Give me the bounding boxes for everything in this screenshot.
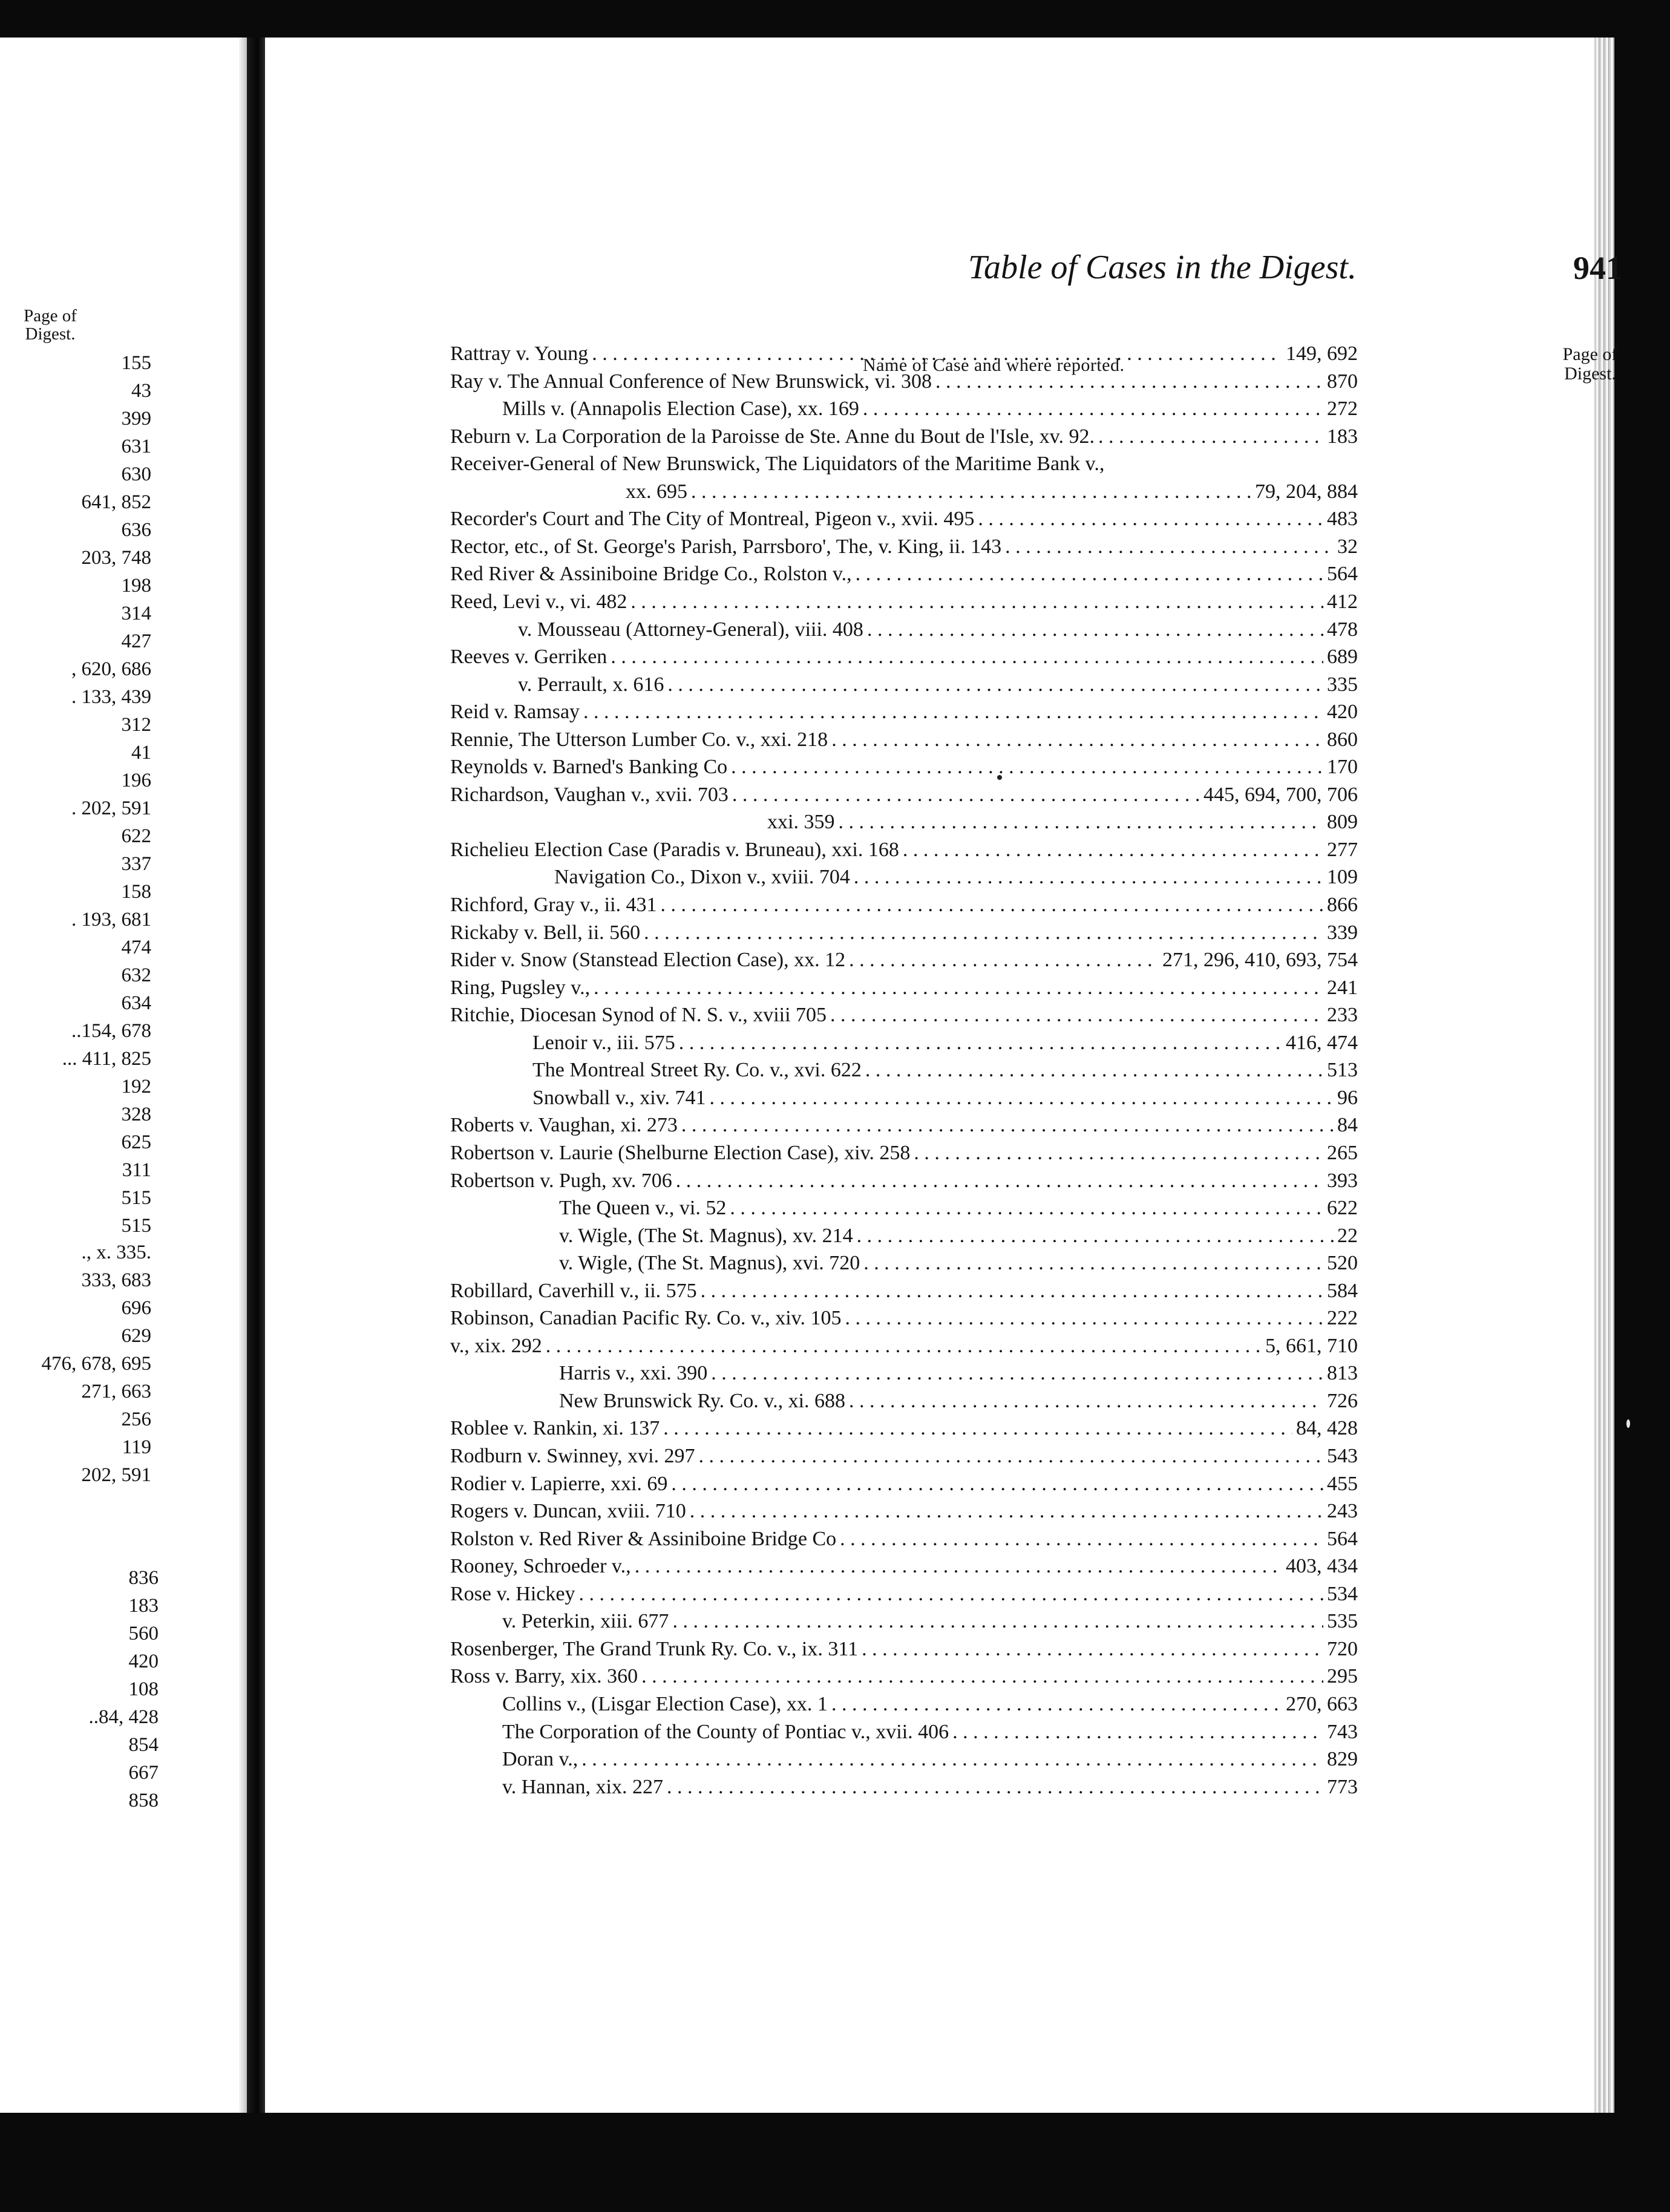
digest-page-ref: 32 (1337, 535, 1358, 558)
case-entry (450, 1168, 1358, 1194)
case-name: Rodier v. Lapierre, xxi. 69 (450, 1473, 668, 1495)
left-page-number: 43 (131, 380, 151, 402)
digest-page-ref: 84, 428 (1296, 1417, 1358, 1439)
dot-leader (711, 1360, 1323, 1387)
digest-page-ref: 271, 296, 410, 693, 754 (1162, 949, 1358, 971)
digest-page-ref: 416, 474 (1286, 1032, 1358, 1054)
case-name: v. Wigle, (The St. Magnus), xvi. 720 (559, 1252, 860, 1274)
dot-leader (845, 1305, 1323, 1332)
dot-leader (691, 479, 1251, 505)
dot-leader (935, 368, 1323, 395)
left-page-number: . 193, 681 (71, 909, 151, 931)
case-name: Reed, Levi v., vi. 482 (450, 591, 627, 613)
case-name: Receiver-General of New Brunswick, The Liquidators of the Maritime Bank v., (450, 453, 1105, 475)
digest-page-ref: 5, 661, 710 (1265, 1335, 1358, 1357)
scan-speck (1626, 1419, 1630, 1428)
case-name: Ray v. The Annual Conference of New Brunswick, vi. 308 (450, 370, 932, 393)
case-entry (450, 1112, 1358, 1139)
case-entry (559, 1223, 1358, 1249)
left-page-number: , 620, 686 (71, 658, 151, 680)
dot-leader (701, 1278, 1323, 1304)
left-page-number: 108 (128, 1678, 159, 1700)
case-entry (532, 1085, 1358, 1111)
case-entry (450, 424, 1358, 450)
dot-leader (546, 1333, 1262, 1360)
case-entry (532, 1030, 1358, 1056)
left-page (0, 38, 240, 2113)
dot-leader (731, 754, 1323, 780)
case-entry (450, 1415, 1358, 1442)
digest-page-ref: 689 (1327, 646, 1358, 668)
case-name: Reynolds v. Barned's Banking Co (450, 756, 728, 778)
digest-page-ref: 222 (1327, 1307, 1358, 1329)
case-name: New Brunswick Ry. Co. v., xi. 688 (559, 1390, 846, 1412)
dot-leader (594, 975, 1323, 1001)
digest-page-ref: 564 (1327, 1528, 1358, 1550)
dot-leader (952, 1719, 1323, 1746)
case-name: The Corporation of the County of Pontiac v., xvii. 406 (502, 1721, 949, 1743)
left-page-number: 314 (121, 603, 151, 624)
left-page-number: 202, 591 (81, 1464, 151, 1486)
dot-leader (903, 837, 1323, 863)
case-name: Roblee v. Rankin, xi. 137 (450, 1417, 660, 1439)
case-name: Collins v., (Lisgar Election Case), xx. 1 (502, 1693, 828, 1715)
case-entry (626, 479, 1358, 505)
case-entry (450, 1663, 1358, 1690)
case-name: Rodburn v. Swinney, xvi. 297 (450, 1445, 695, 1467)
case-name: Lenoir v., iii. 575 (532, 1032, 675, 1054)
case-name: Navigation Co., Dixon v., xviii. 704 (554, 866, 850, 888)
dot-leader (690, 1498, 1323, 1525)
case-name: Rose v. Hickey (450, 1583, 575, 1605)
digest-page-ref: 483 (1327, 508, 1358, 530)
left-page-number: 427 (121, 630, 151, 652)
dot-leader (830, 1002, 1323, 1029)
dot-leader (630, 589, 1323, 615)
dot-leader (661, 892, 1323, 918)
digest-page-ref: 535 (1327, 1610, 1358, 1632)
case-name: Roberts v. Vaughan, xi. 273 (450, 1114, 678, 1136)
case-entry (450, 1471, 1358, 1497)
case-entry (450, 341, 1358, 367)
dot-leader (863, 1250, 1323, 1277)
case-entry (559, 1360, 1358, 1387)
digest-page-ref: 403, 434 (1286, 1555, 1358, 1577)
dot-leader (671, 1471, 1323, 1497)
dot-leader (862, 1636, 1323, 1663)
left-page-number: 256 (121, 1409, 151, 1430)
dot-leader (831, 727, 1323, 753)
left-page-number: 854 (128, 1734, 159, 1756)
left-page-number: 196 (121, 770, 151, 791)
dot-leader (699, 1443, 1323, 1470)
case-entry (450, 589, 1358, 615)
left-page-number: 476, 678, 695 (41, 1353, 151, 1375)
case-entry (450, 506, 1358, 532)
case-entry (450, 1305, 1358, 1332)
digest-page-ref: 270, 663 (1286, 1693, 1358, 1715)
case-name: Richardson, Vaughan v., xvii. 703 (450, 784, 729, 806)
left-page-number: 203, 748 (81, 547, 151, 569)
case-name: Doran v., (502, 1748, 578, 1770)
dot-leader (914, 1140, 1323, 1167)
dot-leader (592, 341, 1282, 367)
case-name: v. Perrault, x. 616 (518, 673, 664, 696)
left-page-number: 312 (121, 714, 151, 736)
left-page-number: 155 (121, 352, 151, 374)
case-name: Rector, etc., of St. George's Parish, Parrsboro', The, v. King, ii. 143 (450, 535, 1002, 558)
case-name: Rogers v. Duncan, xviii. 710 (450, 1500, 686, 1522)
column-header-page: Page of Digest. (1562, 344, 1618, 384)
book-gutter (247, 38, 265, 2113)
dot-leader (1005, 534, 1334, 560)
dot-leader (854, 864, 1323, 891)
case-name: Robertson v. Laurie (Shelburne Election Case), xiv. 258 (450, 1142, 911, 1164)
left-page-number: 632 (121, 964, 151, 986)
case-entry (502, 396, 1358, 422)
dot-leader (578, 1581, 1323, 1608)
case-entry (450, 1526, 1358, 1553)
case-entry (450, 1498, 1358, 1525)
dot-leader (732, 782, 1200, 808)
digest-page-ref: 295 (1327, 1665, 1358, 1687)
digest-page-ref: 149, 692 (1286, 342, 1358, 365)
digest-page-ref: 866 (1327, 894, 1358, 916)
left-page-number: 515 (121, 1215, 151, 1237)
left-page-number: 198 (121, 575, 151, 597)
left-page-number: 630 (121, 463, 151, 485)
case-name: Ross v. Barry, xix. 360 (450, 1665, 638, 1687)
case-entry (450, 837, 1358, 863)
case-entry (450, 534, 1358, 560)
digest-page-ref: 513 (1327, 1059, 1358, 1081)
left-page-number: 474 (121, 937, 151, 958)
case-entry (518, 617, 1358, 643)
digest-page-ref: 96 (1337, 1087, 1358, 1109)
left-page-number: 192 (121, 1076, 151, 1098)
case-name: Rickaby v. Bell, ii. 560 (450, 921, 641, 944)
left-page-number: 311 (122, 1159, 151, 1181)
dot-leader (681, 1112, 1334, 1139)
digest-page-ref: 243 (1327, 1500, 1358, 1522)
digest-page-ref: 543 (1327, 1445, 1358, 1467)
case-name: Rolston v. Red River & Assiniboine Bridge Co (450, 1528, 837, 1550)
case-name: Richford, Gray v., ii. 431 (450, 894, 657, 916)
left-page-number: 119 (122, 1436, 151, 1458)
case-entry (450, 1333, 1358, 1360)
left-page-number: ..84, 428 (88, 1706, 159, 1728)
digest-page-ref: 277 (1327, 839, 1358, 861)
digest-page-ref: 79, 204, 884 (1255, 480, 1358, 503)
digest-page-ref: 564 (1327, 563, 1358, 585)
digest-page-ref: 520 (1327, 1252, 1358, 1274)
left-page-number: 696 (121, 1297, 151, 1319)
left-page-number: 625 (121, 1131, 151, 1153)
case-name: Robillard, Caverhill v., ii. 575 (450, 1280, 697, 1302)
left-page-number: 631 (121, 436, 151, 457)
case-entry (450, 451, 1358, 477)
case-entry (559, 1388, 1358, 1415)
dot-leader (667, 672, 1323, 698)
digest-page-ref: 393 (1327, 1170, 1358, 1192)
left-page-number: ... 411, 825 (62, 1048, 151, 1070)
case-entry (532, 1057, 1358, 1084)
dot-leader (867, 617, 1323, 643)
digest-page-ref: 622 (1327, 1197, 1358, 1219)
case-entry (450, 1636, 1358, 1663)
dot-leader (663, 1415, 1292, 1442)
digest-page-ref: 272 (1327, 398, 1358, 420)
case-entry (450, 368, 1358, 395)
case-name: Richelieu Election Case (Paradis v. Bruneau), xxi. 168 (450, 839, 899, 861)
dot-leader (857, 1223, 1334, 1249)
dot-leader (676, 1168, 1323, 1194)
case-name: Robertson v. Pugh, xv. 706 (450, 1170, 672, 1192)
left-page-number: 636 (121, 519, 151, 541)
case-name: xx. 695 (626, 480, 687, 503)
case-name: Rider v. Snow (Stanstead Election Case), xx. 12 (450, 949, 846, 971)
case-entry (450, 754, 1358, 780)
case-name: v. Wigle, (The St. Magnus), xv. 214 (559, 1225, 853, 1247)
case-name: v. Hannan, xix. 227 (502, 1776, 663, 1798)
column-header-case-name: Name of Case and where reported. (863, 355, 1125, 375)
digest-page-ref: 584 (1327, 1280, 1358, 1302)
case-entry (502, 1691, 1358, 1718)
left-page-number: 667 (128, 1762, 159, 1784)
case-entry (450, 1002, 1358, 1029)
left-page-number: 420 (128, 1651, 159, 1672)
digest-page-ref: 773 (1327, 1776, 1358, 1798)
dot-leader (849, 947, 1159, 973)
case-entry (450, 947, 1358, 973)
case-name: Recorder's Court and The City of Montreal, Pigeon v., xvii. 495 (450, 508, 975, 530)
dot-leader (865, 1057, 1323, 1084)
case-entry (502, 1719, 1358, 1746)
scan-speck (997, 775, 1002, 780)
case-entry (502, 1774, 1358, 1801)
left-page-number: 515 (121, 1187, 151, 1209)
dot-leader (856, 561, 1323, 587)
case-entry (450, 1140, 1358, 1167)
case-entry (450, 920, 1358, 946)
left-page-number: 333, 683 (81, 1269, 151, 1291)
dot-leader (978, 506, 1323, 532)
dot-leader (840, 1526, 1323, 1553)
case-name: The Queen v., vi. 52 (559, 1197, 727, 1219)
case-name: v. Mousseau (Attorney-General), viii. 408 (518, 618, 863, 641)
case-name: Ring, Pugsley v., (450, 977, 591, 999)
dot-leader (730, 1195, 1323, 1222)
case-name: Ritchie, Diocesan Synod of N. S. v., xviii 705 (450, 1004, 827, 1026)
digest-page-ref: 335 (1327, 673, 1358, 696)
left-page-number: 622 (121, 825, 151, 847)
dot-leader (644, 920, 1323, 946)
digest-page-ref: 720 (1327, 1638, 1358, 1660)
left-page-number: ..154, 678 (71, 1020, 151, 1042)
left-page-number: 183 (128, 1595, 159, 1617)
left-page-number: 399 (121, 408, 151, 430)
dot-leader (831, 1691, 1282, 1718)
digest-page-ref: 860 (1327, 728, 1358, 751)
case-entry (502, 1746, 1358, 1773)
left-page-number: 158 (121, 881, 151, 903)
dot-leader (672, 1608, 1323, 1635)
digest-page-ref: 241 (1327, 977, 1358, 999)
case-name: xxi. 359 (767, 811, 835, 833)
digest-page-ref: 109 (1327, 866, 1358, 888)
digest-page-ref: 339 (1327, 921, 1358, 944)
left-page-number: . 202, 591 (71, 797, 151, 819)
case-name: Red River & Assiniboine Bridge Co., Rolston v., (450, 563, 852, 585)
digest-page-ref: 829 (1327, 1748, 1358, 1770)
case-entry (450, 892, 1358, 918)
case-name: The Montreal Street Ry. Co. v., xvi. 622 (532, 1059, 862, 1081)
digest-page-ref: 84 (1337, 1114, 1358, 1136)
digest-page-ref: 743 (1327, 1721, 1358, 1743)
case-entry (450, 727, 1358, 753)
case-name: v. Peterkin, xiii. 677 (502, 1610, 669, 1632)
digest-page-ref: 726 (1327, 1390, 1358, 1412)
left-page-number: ., x. 335. (81, 1242, 151, 1263)
digest-page-ref: 170 (1327, 756, 1358, 778)
dot-leader (641, 1663, 1323, 1690)
case-entry (450, 561, 1358, 587)
left-page-number: 836 (128, 1567, 159, 1589)
dot-leader (679, 1030, 1282, 1056)
case-entry (559, 1250, 1358, 1277)
dot-leader (1098, 424, 1323, 450)
digest-page-ref: 809 (1327, 811, 1358, 833)
case-entry (502, 1608, 1358, 1635)
case-name: Snowball v., xiv. 741 (532, 1087, 706, 1109)
case-name: Harris v., xxi. 390 (559, 1362, 708, 1384)
dot-leader (838, 809, 1323, 836)
case-name: Reid v. Ramsay (450, 701, 580, 723)
case-name: Mills v. (Annapolis Election Case), xx. 169 (502, 398, 859, 420)
left-page-number: 560 (128, 1623, 159, 1644)
left-page-number: 41 (131, 742, 151, 764)
case-name: v., xix. 292 (450, 1335, 542, 1357)
digest-page-ref: 22 (1337, 1225, 1358, 1247)
dot-leader (667, 1774, 1323, 1801)
case-name: Reburn v. La Corporation de la Paroisse de Ste. Anne du Bout de l'Isle, xv. 92. (450, 425, 1095, 448)
left-page-number: 337 (121, 853, 151, 875)
left-page-number: 271, 663 (81, 1381, 151, 1402)
dot-leader (709, 1085, 1334, 1111)
case-entry (767, 809, 1358, 836)
case-name: Robinson, Canadian Pacific Ry. Co. v., xiv. 105 (450, 1307, 842, 1329)
case-entry (559, 1195, 1358, 1222)
digest-page-ref: 455 (1327, 1473, 1358, 1495)
digest-page-ref: 420 (1327, 701, 1358, 723)
left-page-number: . 133, 439 (71, 686, 151, 708)
left-page-column-header: Page of Digest. (24, 306, 77, 344)
digest-page-ref: 233 (1327, 1004, 1358, 1026)
page-number: 941 (1573, 250, 1622, 286)
case-name: Rennie, The Utterson Lumber Co. v., xxi. 218 (450, 728, 828, 751)
dot-leader (611, 644, 1323, 670)
digest-page-ref: 183 (1327, 425, 1358, 448)
left-page-number: 641, 852 (81, 491, 151, 513)
left-page-number: 634 (121, 992, 151, 1014)
case-entry (450, 644, 1358, 670)
running-title: Table of Cases in the Digest. (968, 249, 1357, 286)
case-entry (450, 1553, 1358, 1580)
digest-page-ref: 813 (1327, 1362, 1358, 1384)
case-entry (450, 699, 1358, 725)
case-entry (450, 975, 1358, 1001)
case-entry (450, 1278, 1358, 1304)
dot-leader (863, 396, 1323, 422)
scan-border-top (0, 0, 1670, 38)
digest-page-ref: 445, 694, 700, 706 (1203, 784, 1358, 806)
dot-leader (581, 1746, 1323, 1773)
dot-leader (635, 1553, 1282, 1580)
left-page-number: 858 (128, 1790, 159, 1811)
digest-page-ref: 870 (1327, 370, 1358, 393)
left-page-number: 328 (121, 1104, 151, 1125)
page-fold-shadow (239, 38, 247, 2113)
case-entry (450, 1581, 1358, 1608)
case-entry (554, 864, 1358, 891)
case-entry (518, 672, 1358, 698)
case-name: Rattray v. Young (450, 342, 589, 365)
digest-page-ref: 534 (1327, 1583, 1358, 1605)
case-name: Rosenberger, The Grand Trunk Ry. Co. v., ix. 311 (450, 1638, 859, 1660)
case-name: Rooney, Schroeder v., (450, 1555, 631, 1577)
scan-border-bottom (0, 2113, 1670, 2212)
case-name: Reeves v. Gerriken (450, 646, 607, 668)
case-entry (450, 782, 1358, 808)
digest-page-ref: 265 (1327, 1142, 1358, 1164)
left-page-number: 629 (121, 1325, 151, 1347)
dot-leader (583, 699, 1323, 725)
scan-border-right (1614, 0, 1670, 2212)
digest-page-ref: 412 (1327, 591, 1358, 613)
digest-page-ref: 478 (1327, 618, 1358, 641)
dot-leader (849, 1388, 1323, 1415)
case-entry (450, 1443, 1358, 1470)
